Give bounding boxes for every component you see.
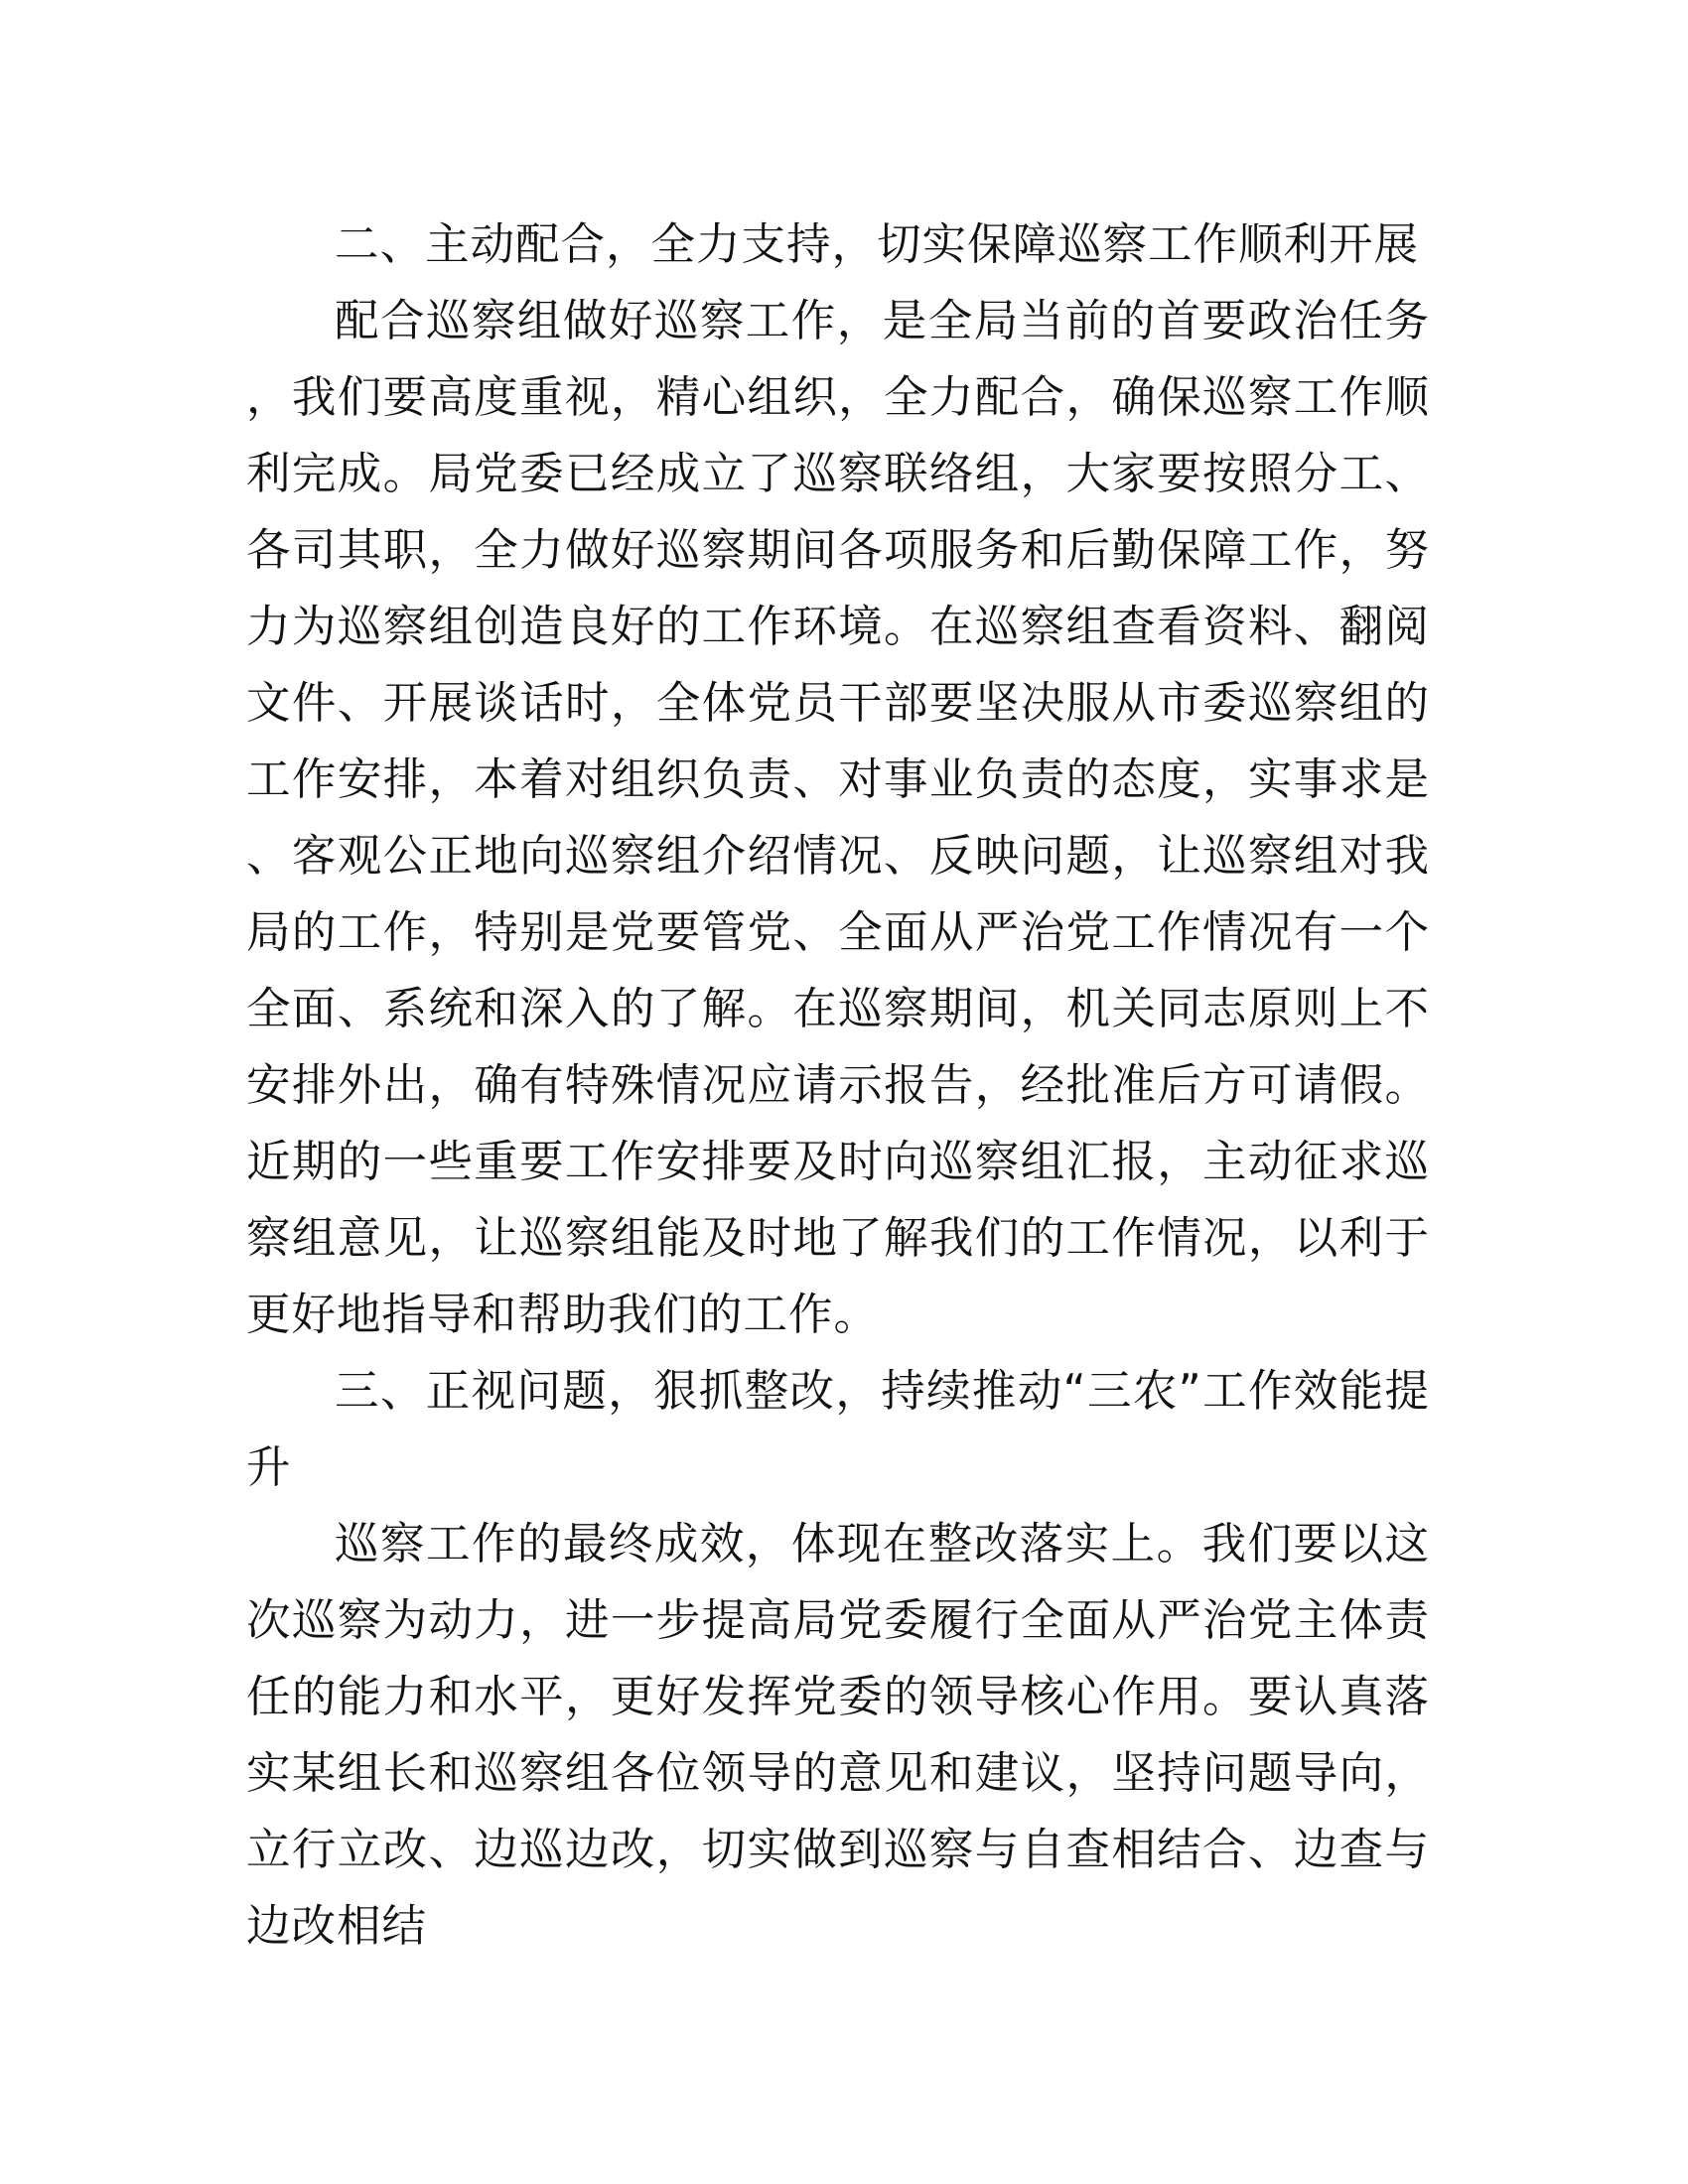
document-body <box>246 206 1430 1965</box>
section-heading-2: 二、主动配合，全力支持，切实保障巡察工作顺利开展 <box>335 219 1420 270</box>
section-paragraph-2: 配合巡察组做好巡察工作，是全局当前的首要政治任务，我们要高度重视，精心组织，全力配合，确保巡察工作顺利完成。局党委已经成立了巡察联络组，大家要按照分工、各司其职，全力做好巡察期间各项服务和后勤保障工作，努力为巡察组创造良好的工作环境。在巡察组查看资料、翻阅文件、开展谈话时，全体党员干部要坚决服从市委巡察组的工作安排，本着对组织负责、对事业负责的态度，实事求是、客观公正地向巡察组介绍情况、反映问题，让巡察组对我局的工作，特别是党要管党、全面从严治党工作情况有一个全面、系统和深入的了解。在巡察期间，机关同志原则上不安排外出，确有特殊情况应请示报告，经批准后方可请假。近期的一些重要工作安排要及时向巡察组汇报，主动征求巡察组意见，让巡察组能及时地了解我们的工作情况，以利于更好地指导和帮助我们的工作。 <box>246 296 1430 1340</box>
section-heading-3: 三、正视问题，狠抓整改，持续推动“三农”工作效能提升 <box>246 1366 1430 1493</box>
section-paragraph-3: 巡察工作的最终成效，体现在整改落实上。我们要以这次巡察为动力，进一步提高局党委履行全面从严治党主体责任的能力和水平，更好发挥党委的领导核心作用。要认真落实某组长和巡察组各位领导的意见和建议，坚持问题导向，立行立改、边巡边改，切实做到巡察与自查相结合、边查与边改相结 <box>246 1519 1430 1952</box>
